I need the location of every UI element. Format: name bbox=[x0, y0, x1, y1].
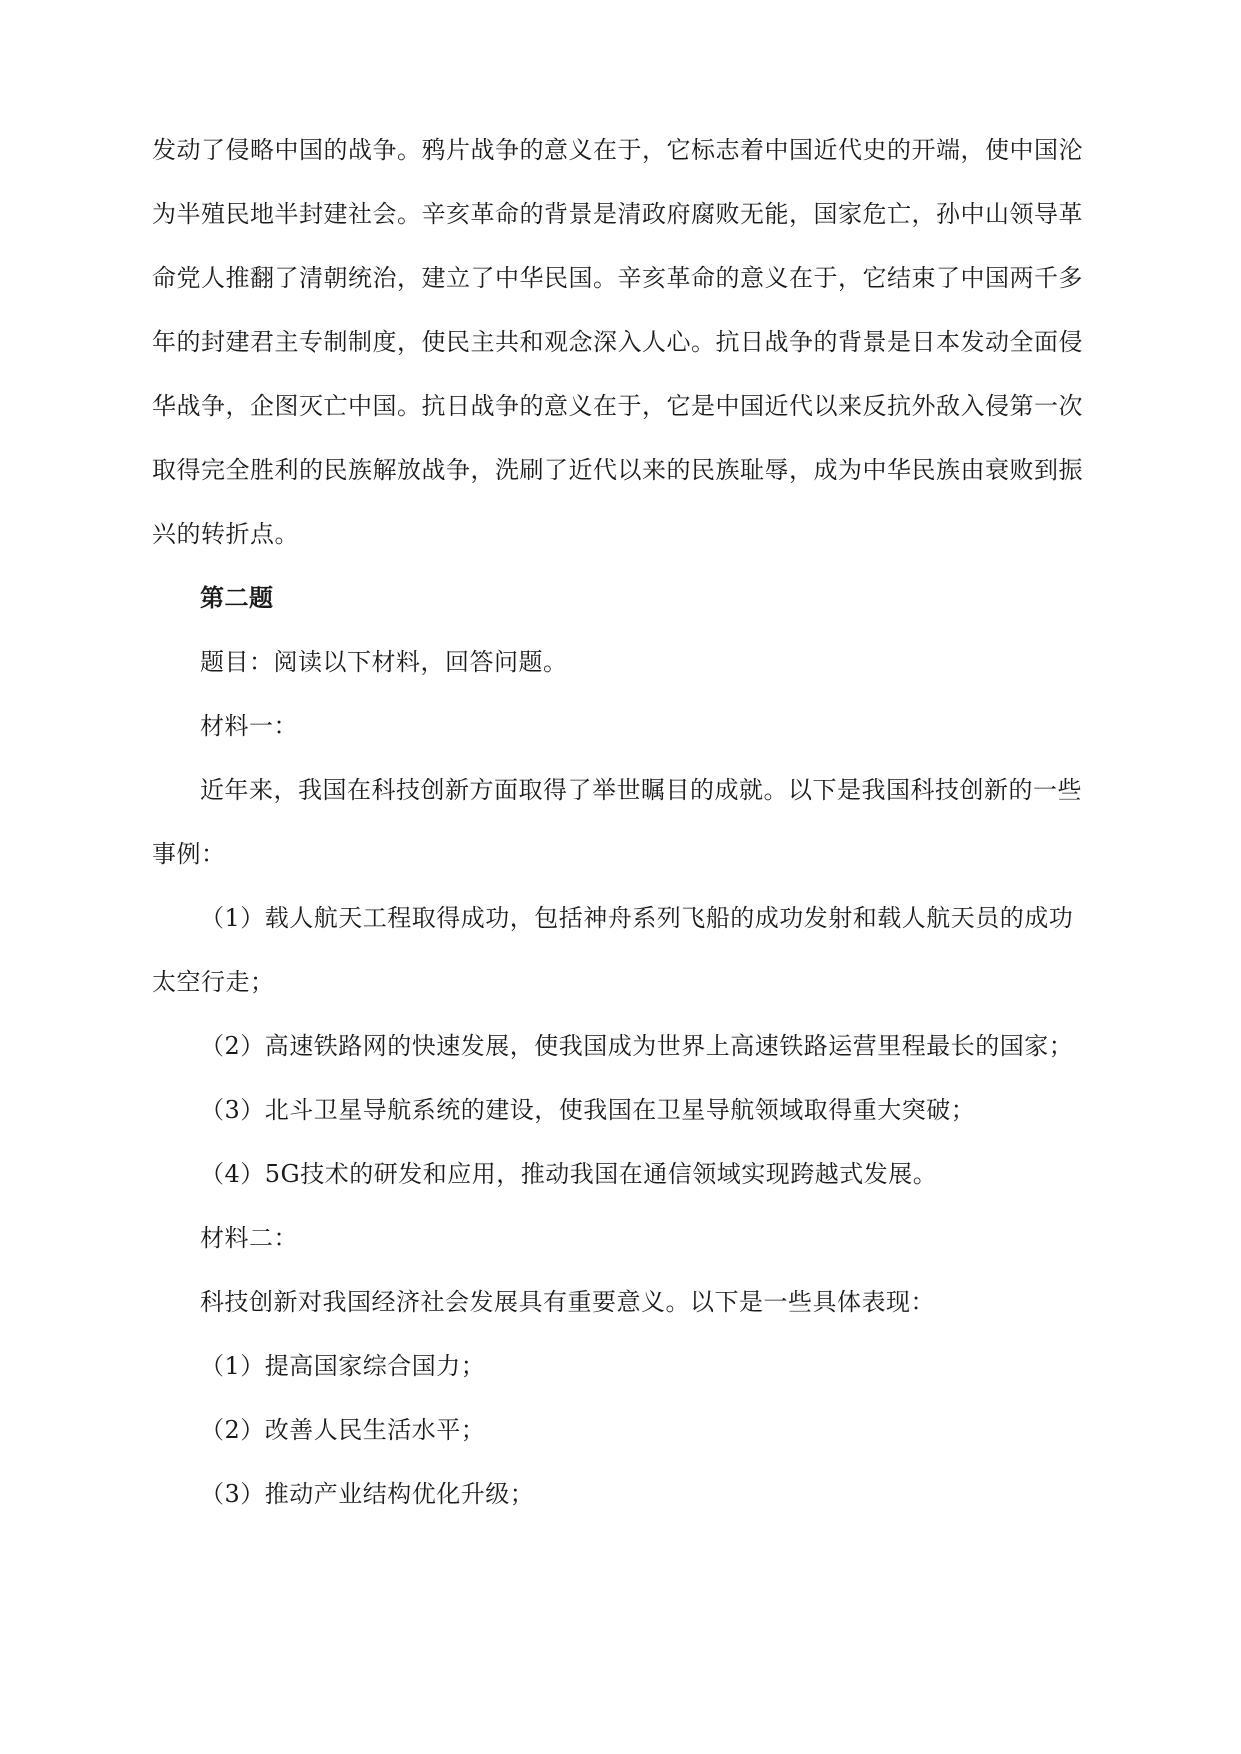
material-one-item-3: （3）北斗卫星导航系统的建设，使我国在卫星导航领域取得重大突破； bbox=[200, 1096, 976, 1124]
material-two-item-1: （1）提高国家综合国力； bbox=[200, 1352, 486, 1380]
material-one-item-2: （2）高速铁路网的快速发展，使我国成为世界上高速铁路运营里程最长的国家； bbox=[200, 1032, 1074, 1060]
material-two-intro: 科技创新对我国经济社会发展具有重要意义。以下是一些具体表现： bbox=[200, 1288, 935, 1316]
material-two-item-2: （2）改善人民生活水平； bbox=[200, 1416, 486, 1444]
material-one-item-1: （1）载人航天工程取得成功，包括神舟系列飞船的成功发射和载人航天员的成功太空行走； bbox=[152, 904, 1074, 996]
material-two-item-3: （3）推动产业结构优化升级； bbox=[200, 1480, 535, 1508]
continued-paragraph: 发动了侵略中国的战争。鸦片战争的意义在于，它标志着中国近代史的开端，使中国沦为半殖民地半封建社会。辛亥革命的背景是清政府腐败无能，国家危亡，孙中山领导革命党人推翻了清朝统治，建立了中华民国。辛亥革命的意义在于，它结束了中国两千多年的封建君主专制制度，使民主共和观念深入人心。抗日战争的背景是日本发动全面侵华战争，企图灭亡中国。抗日战争的意义在于，它是中国近代以来反抗外敌入侵第一次取得完全胜利的民族解放战争，洗刷了近代以来的民族耻辱，成为中华民族由衰败到振兴的转折点。 bbox=[152, 136, 1083, 548]
document-body bbox=[152, 118, 1092, 1526]
material-one-label: 材料一： bbox=[200, 712, 298, 740]
material-one-item-4: （4）5G技术的研发和应用，推动我国在通信领域实现跨越式发展。 bbox=[200, 1160, 938, 1188]
material-one-intro: 近年来，我国在科技创新方面取得了举世瞩目的成就。以下是我国科技创新的一些事例： bbox=[152, 776, 1082, 868]
question-prompt: 题目：阅读以下材料，回答问题。 bbox=[200, 648, 568, 676]
material-two-label: 材料二： bbox=[200, 1224, 298, 1252]
section-heading: 第二题 bbox=[200, 583, 274, 612]
